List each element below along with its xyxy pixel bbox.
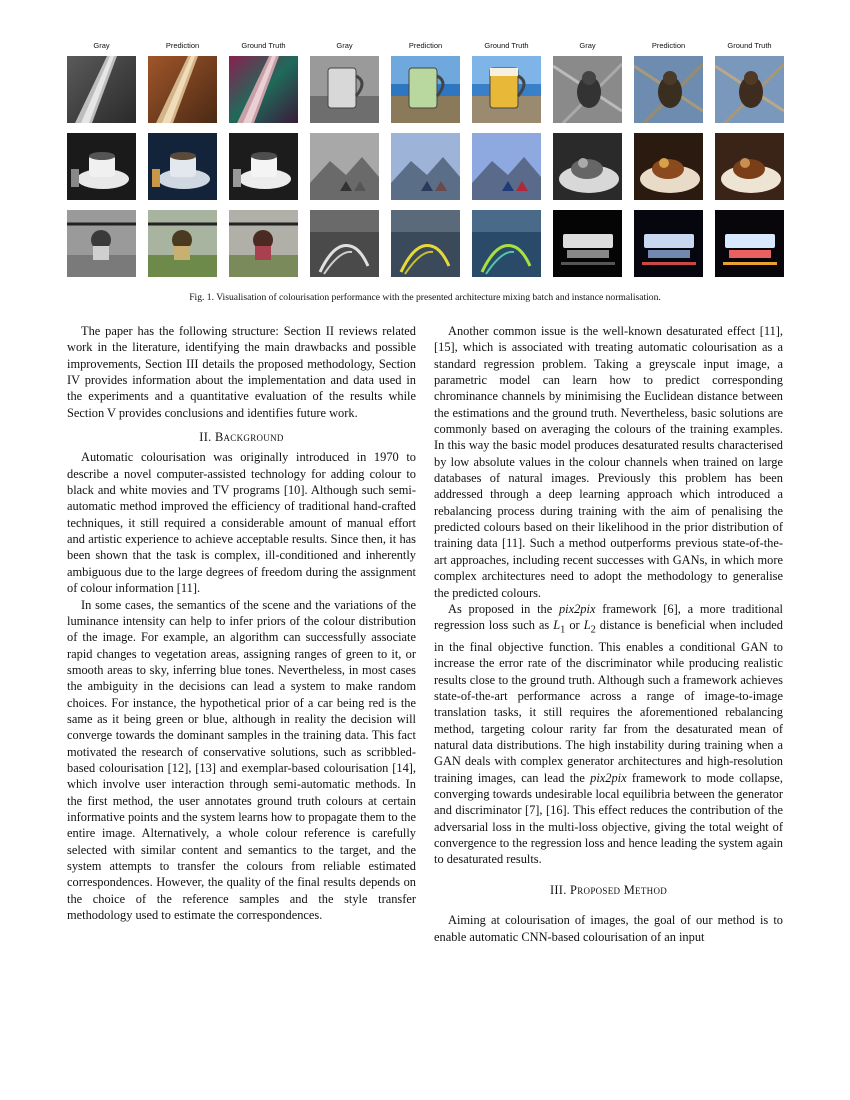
- column-label-prediction: Prediction: [165, 41, 200, 50]
- text-run: framework [6], a more traditional regression loss such as: [434, 601, 783, 633]
- image-railway-prediction: [148, 56, 217, 123]
- left-column: [67, 323, 416, 923]
- column-label-gray: Gray: [336, 41, 353, 50]
- section-title: Proposed Method: [570, 882, 668, 897]
- section-number: II.: [199, 430, 212, 445]
- image-dessert-plate-ground-truth: [715, 133, 784, 200]
- image-dessert-plate-gray: [553, 133, 622, 200]
- section-number: III.: [549, 882, 567, 897]
- image-dessert-plate-prediction: [634, 133, 703, 200]
- image-coffee-cup-gray: [67, 133, 136, 200]
- figure-image-grid: [67, 56, 784, 277]
- image-otter-prediction: [634, 56, 703, 123]
- section-heading-background: [67, 429, 416, 445]
- paragraph-structure: The paper has the following structure: Section II reviews related work in the literature, identifying the main drawbacks and possible improvements, Section III details the proposed methodology, Section IV provides information about the implementation and data used in the experiments and a quantitative evaluation of the results while Section V provides conclusions and identifies future work.: [67, 324, 416, 420]
- image-fishing-lure-prediction: [391, 210, 460, 277]
- image-mountain-tents-ground-truth: [472, 133, 541, 200]
- paragraph-pix2pix: [434, 601, 783, 868]
- text-run: or: [565, 618, 584, 633]
- math-subscript: 1: [560, 624, 566, 636]
- image-fishing-lure-ground-truth: [472, 210, 541, 277]
- column-label-prediction: Prediction: [408, 41, 443, 50]
- image-beer-mug-gray: [310, 56, 379, 123]
- image-neon-sign-ground-truth: [715, 210, 784, 277]
- image-otter-gray: [553, 56, 622, 123]
- section-title: Background: [214, 430, 284, 445]
- math-subscript: 2: [590, 624, 596, 636]
- image-beer-mug-prediction: [391, 56, 460, 123]
- image-fishing-lure-gray: [310, 210, 379, 277]
- column-label-gray: Gray: [579, 41, 596, 50]
- column-label-ground-truth: Ground Truth: [727, 41, 772, 50]
- image-mountain-tents-gray: [310, 133, 379, 200]
- paragraph-background-2: In some cases, the semantics of the scene and the variations of the luminance intensity can help to infer priors of the colour distribution of the image. For example, an algorithm can successfully associate rapid changes to vegetation areas, assigning ranges of green to it, or smooth areas to sky, inferring blue tones. Nevertheless, in most cases the ambiguity in the decisions can lead a system to make random choices. For instance, the hypothetical prior of a car being red is the same as it being green or blue, although in reality the decision will converge towards the dominant samples in the training data. This fact motivated the research of conservative solutions, such as scribbled-based colourisation [12], [13] and exemplar-based colourisation [14], which involve user interaction through semi-automatic methods. In the first method, the user annotates ground truth colours at certain informative points and the system learns how to propagate them to the entire image. Alternatively, a whole colour reference is carefully selected with similar content and semantics to the target, and the system attempts to transfer the colours from reliable estimated correspondences. However, the quality of the final results depends on the choice of the reference samples and the style transfer methodology used to estimate the correspondences.: [67, 597, 416, 923]
- section-heading-proposed-method: [434, 882, 783, 898]
- paragraph-desaturation: Another common issue is the well-known desaturated effect [11], [15], which is associated with treating automatic colourisation as a standard regression problem. Taking a greyscale input image, a parametric model can learn how to predict corresponding chrominance channels by minimising the Euclidean distance between the estimations and the ground truth. Nevertheless, basic solutions are commonly based on averaging the colours of the training examples. In this way the basic model produces desaturated results characterised by low absolute values in the colour channels when trained on large databases of natural images. Previously this problem has been addressed through a deep learning approach which introduced a rebalancing process during training with the aim of penalising the predicted colours based on their likelihood in the prior distribution of training data [11]. Such a method outperforms previous state-of-the-art approaches, including recent successes with GANs, in which more complex architectures need to adopt the methodology to generalise the predicted colours.: [434, 324, 783, 600]
- figure-1: [67, 40, 784, 277]
- image-railway-ground-truth: [229, 56, 298, 123]
- column-label-gray: Gray: [93, 41, 110, 50]
- image-mountain-tents-prediction: [391, 133, 460, 200]
- math-symbol: L: [583, 618, 591, 633]
- image-otter-ground-truth: [715, 56, 784, 123]
- paragraph-proposed-method: Aiming at colourisation of images, the goal of our method is to enable automatic CNN-based colourisation of an input: [434, 913, 783, 944]
- column-label-ground-truth: Ground Truth: [484, 41, 529, 50]
- image-neon-sign-prediction: [634, 210, 703, 277]
- right-column: [434, 323, 783, 945]
- image-railway-gray: [67, 56, 136, 123]
- paragraph-background-1: Automatic colourisation was originally introduced in 1970 to describe a novel computer-assisted technology for adding colour to black and white movies and TV programs [10]. Although such semi-automatic method improved the efficiency of traditional hand-crafted techniques, it still required a considerable amount of manual effort and artistic experience to achieve acceptable results. Since then, it has been shown that the task is complex, ill-conditioned and inherently ambiguous due to the large degrees of freedom during the assignment of colour information [11].: [67, 450, 416, 596]
- column-label-prediction: Prediction: [651, 41, 686, 50]
- image-playground-ground-truth: [229, 210, 298, 277]
- italic-term: pix2pix: [558, 601, 596, 616]
- text-run: distance is beneficial when included in the final objective function. This enables a conditional GAN to increase the error rate of the discriminator while producing realistic results close to the ground truth. Although such a framework achieves state-of-the-art performance across a range of image-to-image translation tasks, it still requires the aforementioned rebalancing method, targeting colour rarity far from the desaturated mean of natural data distributions. The high instability during training when a GAN deals with complex generator architectures and high-resolution training images, can lead the: [434, 618, 783, 785]
- figure-caption: Fig. 1. Visualisation of colourisation performance with the presented architecture mixing batch and instance normalisation.: [189, 292, 661, 303]
- image-coffee-cup-ground-truth: [229, 133, 298, 200]
- math-symbol: L: [553, 618, 561, 633]
- image-playground-gray: [67, 210, 136, 277]
- image-playground-prediction: [148, 210, 217, 277]
- text-run: As proposed in the: [448, 601, 559, 616]
- figure-column-headers: [67, 40, 784, 56]
- image-coffee-cup-prediction: [148, 133, 217, 200]
- text-run: framework to mode collapse, converging towards undesirable local equilibria between the generator and discriminator [7], [16]. This effect reduces the contribution of the adversarial loss in the multi-loss objective, giving the total weight of convergence to the regression loss and hence leading the system again to desaturated results.: [434, 770, 783, 867]
- column-label-ground-truth: Ground Truth: [241, 41, 286, 50]
- image-beer-mug-ground-truth: [472, 56, 541, 123]
- image-neon-sign-gray: [553, 210, 622, 277]
- italic-term: pix2pix: [590, 770, 627, 785]
